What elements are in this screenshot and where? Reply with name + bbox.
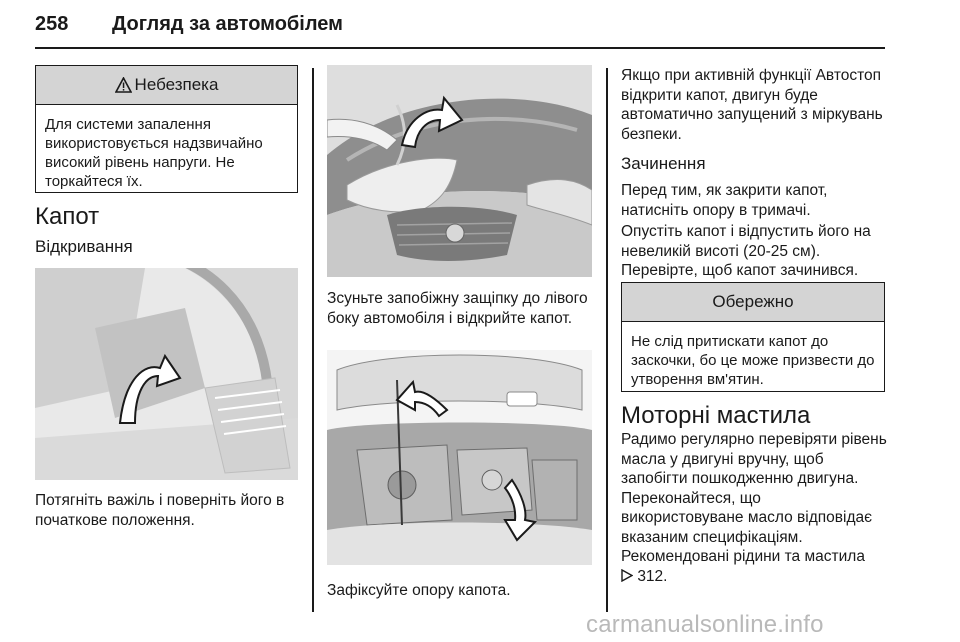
step-fix-support-text: Зафіксуйте опору капота. <box>327 582 511 599</box>
page-number: 258 <box>35 13 69 35</box>
watermark-text: carmanualsonline.info <box>586 611 824 638</box>
closing-text-lower-hood: Опустіть капот і відпустить його на невеликій висоті (20-25 см). Перевірте, щоб капот зачинився. <box>621 223 871 279</box>
hood-heading: Капот <box>35 203 100 230</box>
closing-heading: Зачинення <box>621 154 706 173</box>
column-divider-right <box>606 68 608 612</box>
page-reference-arrow-icon <box>621 569 633 582</box>
danger-box-text: Для системи запалення використовується надзвичайно високий рівень напруги. Не торкайтеся їх. <box>45 116 263 190</box>
hood-support-rod-illustration <box>327 350 592 565</box>
warning-triangle-icon <box>115 77 132 93</box>
danger-box-header <box>36 66 297 105</box>
step-pull-lever-text: Потягніть важіль і поверніть його в початкове положення. <box>35 492 285 529</box>
caution-box-title: Обережно <box>712 292 794 311</box>
hood-release-lever-illustration <box>35 268 298 480</box>
hood-latch-illustration <box>327 65 592 277</box>
step-slide-catch-text: Зсуньте запобіжну защіпку до лівого боку автомобіля і відкрийте капот. <box>327 290 588 327</box>
column-divider-left <box>312 68 314 612</box>
engine-oils-text <box>621 430 887 586</box>
engine-oils-heading: Моторні мастила <box>621 402 811 429</box>
header-rule <box>35 47 885 49</box>
caution-box-header <box>622 283 884 322</box>
danger-box <box>35 65 298 193</box>
oils-page-reference[interactable]: 312. <box>637 567 668 585</box>
caution-box <box>621 282 885 392</box>
autostop-note-text: Якщо при активній функції Автостоп відкрити капот, двигун буде автоматично запущений з міркувань безпеки. <box>621 67 883 143</box>
opening-heading: Відкривання <box>35 237 133 256</box>
danger-box-title: Небезпека <box>134 75 219 94</box>
caution-box-text: Не слід притискати капот до заскочки, бо це може призвести до утворення вм'ятин. <box>631 333 875 388</box>
chapter-title: Догляд за автомобілем <box>112 13 343 35</box>
engine-oils-body: Радимо регулярно перевіряти рівень масла у двигуні вручну, щоб запобігти пошкодженню двигуна. Переконайтеся, що використовуване масло відповідає вказаним специфікаціям. Рекомендовані рідини та мастила <box>621 431 887 565</box>
closing-text-press-support: Перед тим, як закрити капот, натисніть опору в тримачі. <box>621 182 828 219</box>
